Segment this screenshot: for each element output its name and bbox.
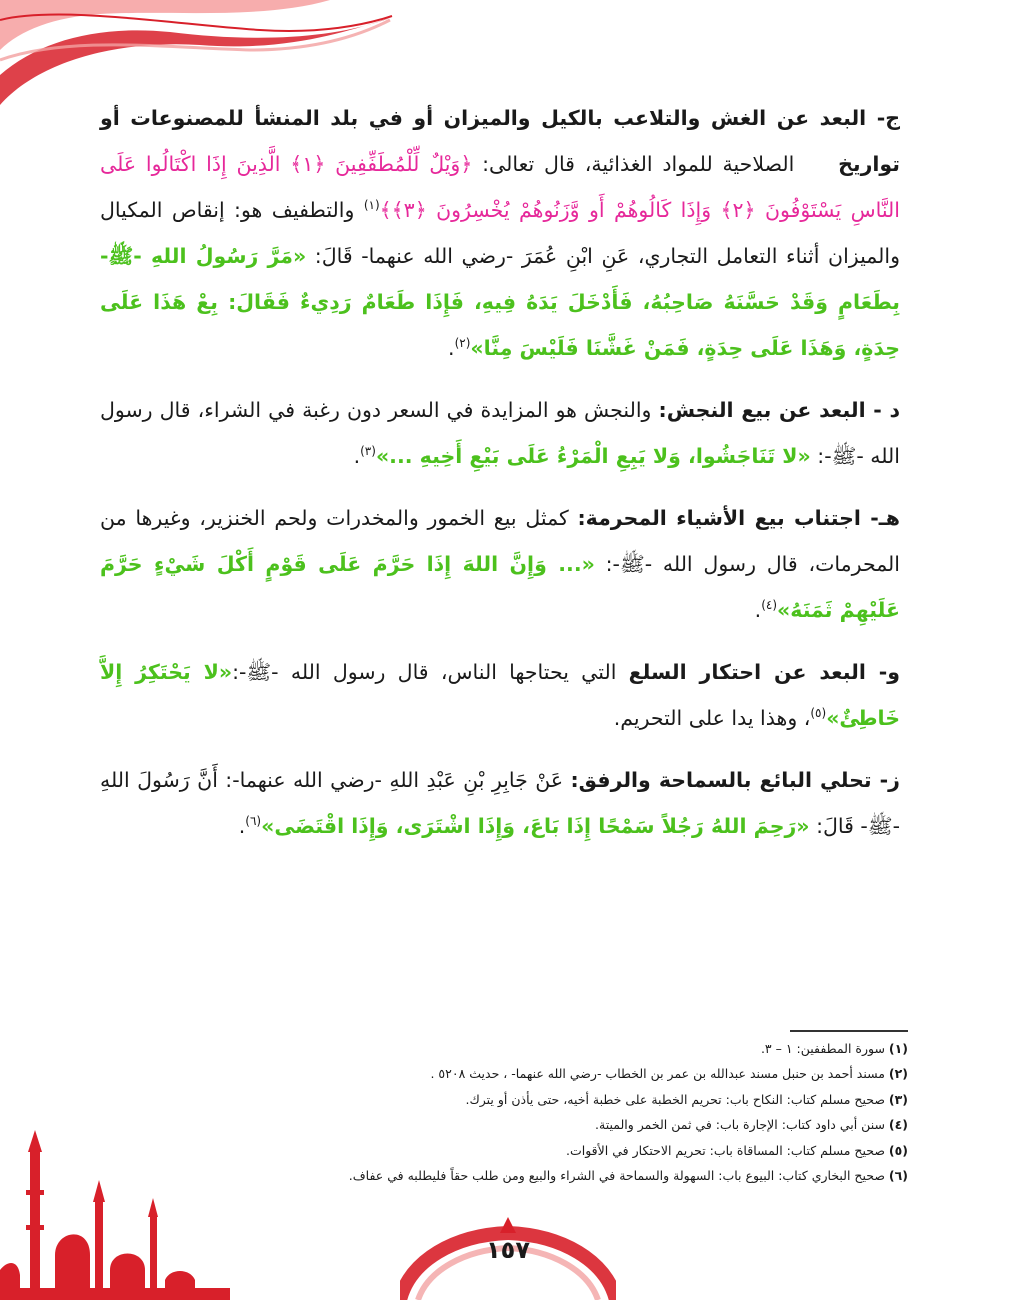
paragraph-lead: ج- البعد عن الغش والتلاعب بالكيل والميزان أو في بلد المنشأ للمصنوعات أو تواريخ	[100, 106, 900, 176]
footnote-text: صحيح مسلم كتاب: المساقاة باب: تحريم الاحتكار في الأقوات.	[566, 1142, 889, 1158]
paragraph-text: الصلاحية للمواد الغذائية، قال تعالى:	[472, 152, 795, 176]
footnote-number: (٣)	[888, 1091, 908, 1107]
footnote-ref: (١)	[363, 198, 380, 213]
footnote-text: سنن أبي داود كتاب: الإجارة باب: في ثمن الخمر والميتة.	[595, 1117, 889, 1133]
hadith-quote: «لا تَنَاجَشُوا، وَلا يَبِعِ الْمَرْءُ عَلَى بَيْعِ أَخِيهِ ...»	[375, 444, 811, 468]
footnote-item	[188, 1061, 908, 1087]
footnote-ref: (٣)	[360, 444, 376, 459]
paragraph-text: كمثل بيع الخمور والمخدرات ولحم الخنزير، وغيرها من المحرمات، قال رسول الله -ﷺ-:	[100, 506, 900, 576]
paragraph-text: التي يحتاجها الناس، قال رسول الله -ﷺ-:	[232, 660, 629, 684]
paragraph-lead: د - البعد عن بيع النجش:	[658, 398, 900, 422]
footnote-number: (٥)	[888, 1142, 908, 1158]
hadith-quote: «رَحِمَ اللهُ رَجُلاً سَمْحًا إِذَا بَاعَ، وَإِذَا اشْتَرَى، وَإِذَا اقْتَضَى»	[261, 814, 810, 838]
footnote-number: (٦)	[888, 1168, 908, 1184]
footnote-ref: (٥)	[810, 706, 827, 721]
paragraph-end: .	[238, 814, 246, 838]
paragraph-lead: و- البعد عن احتكار السلع	[628, 660, 900, 684]
footnote-ref: (٢)	[454, 336, 471, 351]
paragraph-zay	[100, 757, 900, 849]
paragraph-lead: هـ- اجتناب بيع الأشياء المحرمة:	[577, 506, 900, 530]
footnote-item	[188, 1112, 908, 1138]
footnote-text: صحيح البخاري كتاب: البيوع باب: السهولة والسماحة في الشراء والبيع ومن طلب حقاً فليطلبه في عفاف.	[348, 1168, 889, 1184]
footnote-item	[188, 1163, 908, 1189]
paragraph-waw	[100, 649, 900, 741]
paragraph-text: عَنْ جَابِرِ بْنِ عَبْدِ اللهِ -رضي الله عنهما-: أَنَّ رَسُولَ اللهِ -ﷺ- قَالَ:	[100, 768, 900, 838]
footnote-item	[188, 1087, 908, 1113]
footnote-text: صحيح مسلم كتاب: النكاح باب: تحريم الخطبة على خطبة أخيه، حتى يأذن أو يترك.	[465, 1091, 889, 1107]
footnote-ref: (٦)	[245, 814, 262, 829]
main-content	[100, 95, 900, 865]
footnotes	[188, 1030, 908, 1189]
paragraph-jeem	[100, 95, 900, 371]
page-number: ١٥٧	[486, 1236, 530, 1264]
footnote-ref: (٤)	[761, 598, 778, 613]
paragraph-text: والتطفيف هو: إنقاص المكيال والميزان أثناء التعامل التجاري، عَنِ ابْنِ عُمَرَ -رضي الله عنهما- قَالَ:	[100, 198, 900, 268]
paragraph-text: والنجش هو المزايدة في السعر دون رغبة في الشراء، قال رسول الله -ﷺ-:	[100, 398, 900, 468]
hadith-quote: «مَرَّ رَسُولُ اللهِ -ﷺ- بِطَعَامٍ وَقَدْ حَسَّنَهُ صَاحِبُهُ، فَأَدْخَلَ يَدَهُ فِيهِ، فَإِذَا طَعَامٌ رَدِيءٌ فَقَالَ: بِعْ هَذَا عَلَى حِدَةٍ، وَهَذَا عَلَى حِدَةٍ، فَمَنْ غَشَّنَا فَلَيْسَ مِنَّا»	[100, 244, 900, 360]
footnote-item	[188, 1036, 908, 1062]
footnote-number: (٤)	[888, 1117, 908, 1133]
footnote-item	[188, 1138, 908, 1164]
decorative-ribbon-top	[0, 0, 400, 110]
footnote-number: (١)	[888, 1040, 908, 1056]
paragraph-dal	[100, 387, 900, 479]
paragraph-ha	[100, 495, 900, 633]
paragraph-end: ، وهذا يدا على التحريم.	[613, 706, 811, 730]
footnote-text: سورة المطففين: ١ – ٣.	[760, 1040, 889, 1056]
hadith-quote: «لا يَحْتَكِرُ إِلاَّ خَاطِئٌ»	[100, 660, 900, 730]
footnote-number: (٢)	[888, 1066, 908, 1082]
quran-verse: ﴿وَيْلٌ لِّلْمُطَفِّفِينَ ﴿١﴾ الَّذِينَ إِذَا اكْتَالُوا عَلَى النَّاسِ يَسْتَوْفُونَ ﴿٢﴾ وَإِذَا كَالُوهُمْ أَو وَّزَنُوهُمْ يُخْسِرُونَ ﴿٣﴾﴾	[100, 152, 900, 222]
footnote-text: مسند أحمد بن حنبل مسند عبدالله بن عمر بن الخطاب -رضي الله عنهما- ، حديث ٥٢٠٨ .	[430, 1066, 889, 1082]
paragraph-end: .	[754, 598, 762, 622]
footnote-divider	[790, 1030, 908, 1032]
hadith-quote: «... وَإِنَّ اللهَ إِذَا حَرَّمَ عَلَى قَوْمٍ أَكْلَ شَيْءٍ حَرَّمَ عَلَيْهِمْ ثَمَنَهُ»	[100, 552, 900, 622]
paragraph-lead: ز- تحلي البائع بالسماحة والرفق:	[570, 768, 900, 792]
paragraph-end: .	[353, 444, 361, 468]
paragraph-end: .	[448, 336, 455, 360]
